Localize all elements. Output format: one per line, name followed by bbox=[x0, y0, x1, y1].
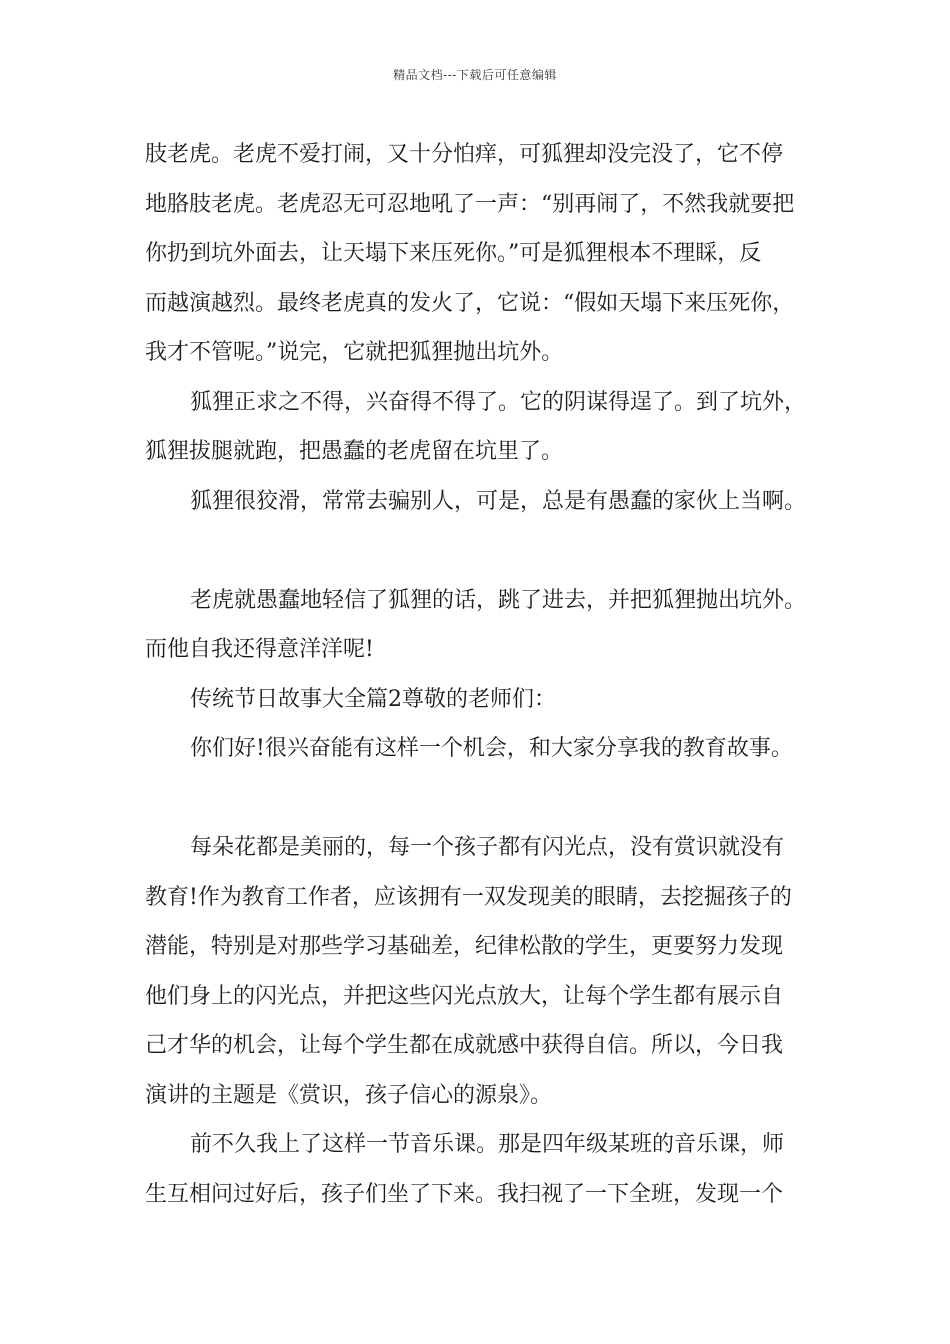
paragraph bbox=[145, 1120, 815, 1219]
document-body bbox=[145, 130, 815, 1219]
page-header: 精品文档---下载后可任意编辑 bbox=[393, 68, 557, 82]
text-line: 狐狸很狡滑，常常去骗别人，可是，总是有愚蠢的家伙上当啊。 bbox=[190, 488, 807, 514]
text-line: 前不久我上了这样一节音乐课。那是四年级某班的音乐课，师 bbox=[190, 1132, 785, 1157]
paragraph bbox=[145, 823, 815, 1120]
text-line: 狐狸拔腿就跑，把愚蠢的老虎留在坑里了。 bbox=[145, 439, 564, 464]
text-line: 你扔到坑外面去，让天塌下来压死你。”可是狐狸根本不理睬，反 bbox=[145, 241, 762, 266]
paragraph bbox=[145, 378, 815, 477]
paragraph-gap bbox=[145, 526, 815, 576]
text-line: 你们好!很兴奋能有这样一个机会，和大家分享我的教育故事。 bbox=[190, 736, 793, 761]
paragraph-gap bbox=[145, 774, 815, 824]
text-line: 我才不管呢。”说完，它就把狐狸抛出坑外。 bbox=[145, 340, 564, 365]
text-line: 潜能，特别是对那些学习基础差，纪律松散的学生，更要努力发现 bbox=[145, 934, 784, 959]
text-line: 狐狸正求之不得，兴奋得不得了。它的阴谋得逞了。到了坑外， bbox=[190, 389, 807, 415]
paragraph bbox=[145, 477, 815, 527]
text-line: 传统节日故事大全篇2尊敬的老师们： bbox=[190, 686, 556, 712]
text-line: 而越演越烈。最终老虎真的发火了，它说：“假如天塌下来压死你， bbox=[145, 290, 795, 316]
text-line: 他们身上的闪光点，并把这些闪光点放大，让每个学生都有展示自 bbox=[145, 983, 784, 1009]
text-line: 而他自我还得意洋洋呢! bbox=[145, 637, 374, 662]
text-line: 地胳肢老虎。老虎忍无可忍地吼了一声：“别再闹了，不然我就要把 bbox=[145, 191, 795, 217]
paragraph bbox=[145, 724, 815, 774]
text-line: 老虎就愚蠢地轻信了狐狸的话，跳了进去，并把狐狸抛出坑外。 bbox=[190, 587, 807, 613]
text-line: 生互相问过好后，孩子们坐了下来。我扫视了一下全班，发现一个 bbox=[145, 1181, 784, 1207]
text-line: 教育!作为教育工作者，应该拥有一双发现美的眼睛，去挖掘孩子的 bbox=[145, 884, 792, 910]
text-line: 肢老虎。老虎不爱打闹，又十分怕痒，可狐狸却没完没了，它不停 bbox=[145, 142, 784, 167]
paragraph bbox=[145, 130, 815, 378]
text-line: 己才华的机会，让每个学生都在成就感中获得自信。所以，今日我 bbox=[145, 1033, 784, 1058]
paragraph bbox=[145, 675, 815, 725]
text-line: 每朵花都是美丽的，每一个孩子都有闪光点，没有赏识就没有 bbox=[190, 835, 785, 860]
paragraph bbox=[145, 576, 815, 675]
text-line: 演讲的主题是《赏识，孩子信心的源泉》。 bbox=[145, 1082, 553, 1108]
